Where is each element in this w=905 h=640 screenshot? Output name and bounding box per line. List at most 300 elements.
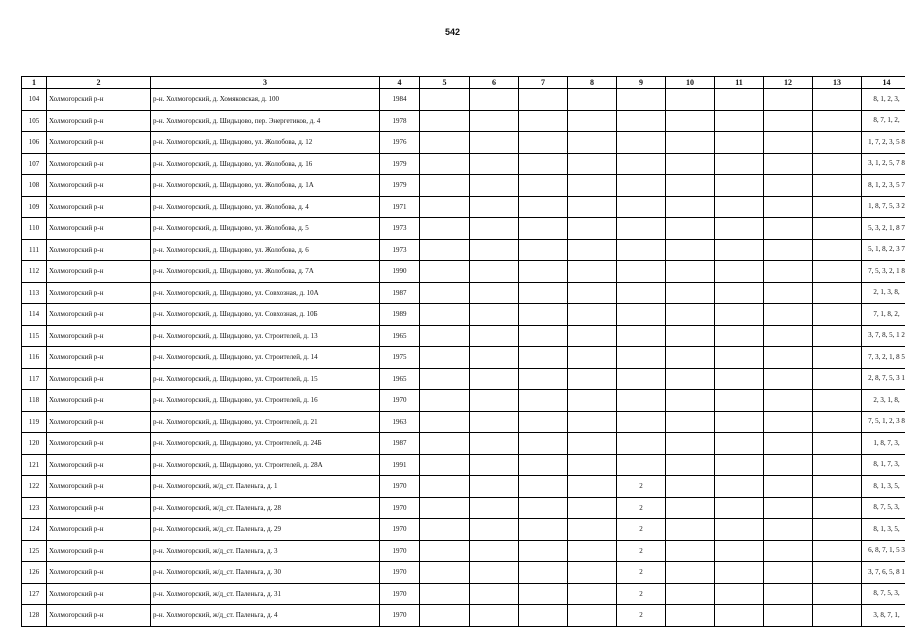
- column-10-cell: [666, 562, 715, 584]
- column-5-cell: [420, 282, 470, 304]
- column-10-cell: [666, 605, 715, 627]
- table-row: [22, 175, 905, 197]
- column-14-cell: 8, 7, 1, 2,: [862, 110, 905, 132]
- column-8-cell: [568, 239, 617, 261]
- column-11-cell: [715, 110, 764, 132]
- column-10-cell: [666, 411, 715, 433]
- column-8-cell: [568, 411, 617, 433]
- column-13-cell: [813, 239, 862, 261]
- column-13-cell: [813, 540, 862, 562]
- table-row: [22, 583, 905, 605]
- address-cell: р-н. Холмогорский, д. Шидьцово, ул. Жолобова, д. 1А: [151, 175, 380, 197]
- address-cell: р-н. Холмогорский, д. Шидьцово, ул. Строителей, д. 13: [151, 325, 380, 347]
- column-12-cell: [764, 519, 813, 541]
- column-6-cell: [470, 325, 519, 347]
- column-11-cell: [715, 239, 764, 261]
- column-13-cell: [813, 347, 862, 369]
- column-10-cell: [666, 540, 715, 562]
- year-cell: 1987: [380, 433, 420, 455]
- header-cell-4: 4: [380, 77, 420, 89]
- year-cell: 1979: [380, 175, 420, 197]
- column-7-cell: [519, 89, 568, 111]
- column-13-cell: [813, 411, 862, 433]
- column-14-cell: 2, 1, 3, 8,: [862, 282, 905, 304]
- column-5-cell: [420, 175, 470, 197]
- column-12-cell: [764, 261, 813, 283]
- table-row: [22, 519, 905, 541]
- column-6-cell: [470, 390, 519, 412]
- column-7-cell: [519, 454, 568, 476]
- table-row: [22, 368, 905, 390]
- column-12-cell: [764, 433, 813, 455]
- column-6-cell: [470, 110, 519, 132]
- address-cell: р-н. Холмогорский, д. Шидьцово, ул. Жолобова, д. 12: [151, 132, 380, 154]
- column-14-cell: 6, 8, 7, 1, 5 3: [862, 540, 905, 562]
- column-13-cell: [813, 605, 862, 627]
- address-cell: р-н. Холмогорский, д. Шидьцово, ул. Совхозная, д. 10Б: [151, 304, 380, 326]
- column-9-cell: [617, 411, 666, 433]
- column-14-cell: 5, 3, 2, 1, 8 7: [862, 218, 905, 240]
- column-14-cell: 2, 8, 7, 5, 3 1: [862, 368, 905, 390]
- column-11-cell: [715, 497, 764, 519]
- row-number-cell: 112: [22, 261, 47, 283]
- year-cell: 1970: [380, 583, 420, 605]
- column-14-cell: 1, 8, 7, 5, 3 2: [862, 196, 905, 218]
- column-8-cell: [568, 454, 617, 476]
- column-5-cell: [420, 605, 470, 627]
- row-number-cell: 114: [22, 304, 47, 326]
- column-8-cell: [568, 347, 617, 369]
- column-5-cell: [420, 562, 470, 584]
- year-cell: 1970: [380, 519, 420, 541]
- year-cell: 1971: [380, 196, 420, 218]
- table-row: [22, 476, 905, 498]
- column-13-cell: [813, 476, 862, 498]
- column-6-cell: [470, 153, 519, 175]
- column-10-cell: [666, 325, 715, 347]
- address-cell: р-н. Холмогорский, ж/д_ст. Паленьга, д. 3: [151, 540, 380, 562]
- column-5-cell: [420, 368, 470, 390]
- column-5-cell: [420, 519, 470, 541]
- column-12-cell: [764, 390, 813, 412]
- year-cell: 1975: [380, 347, 420, 369]
- column-10-cell: [666, 261, 715, 283]
- column-12-cell: [764, 304, 813, 326]
- column-8-cell: [568, 218, 617, 240]
- column-9-cell: [617, 239, 666, 261]
- column-13-cell: [813, 325, 862, 347]
- column-8-cell: [568, 562, 617, 584]
- table-row: [22, 282, 905, 304]
- column-9-cell: [617, 368, 666, 390]
- column-7-cell: [519, 519, 568, 541]
- column-14-cell: 5, 1, 8, 2, 3 7: [862, 239, 905, 261]
- address-cell: р-н. Холмогорский, д. Шидьцово, ул. Строителей, д. 14: [151, 347, 380, 369]
- column-10-cell: [666, 433, 715, 455]
- district-cell: Холмогорский р-н: [47, 304, 151, 326]
- column-11-cell: [715, 175, 764, 197]
- column-11-cell: [715, 476, 764, 498]
- column-7-cell: [519, 583, 568, 605]
- column-5-cell: [420, 261, 470, 283]
- column-6-cell: [470, 411, 519, 433]
- address-cell: р-н. Холмогорский, д. Шидьцово, ул. Совхозная, д. 10А: [151, 282, 380, 304]
- column-6-cell: [470, 89, 519, 111]
- column-8-cell: [568, 282, 617, 304]
- column-7-cell: [519, 153, 568, 175]
- district-cell: Холмогорский р-н: [47, 110, 151, 132]
- district-cell: Холмогорский р-н: [47, 261, 151, 283]
- column-7-cell: [519, 239, 568, 261]
- column-12-cell: [764, 175, 813, 197]
- column-6-cell: [470, 583, 519, 605]
- column-11-cell: [715, 583, 764, 605]
- column-12-cell: [764, 476, 813, 498]
- column-10-cell: [666, 218, 715, 240]
- column-6-cell: [470, 562, 519, 584]
- column-9-cell: [617, 132, 666, 154]
- column-5-cell: [420, 218, 470, 240]
- row-number-cell: 116: [22, 347, 47, 369]
- year-cell: 1991: [380, 454, 420, 476]
- header-cell-9: 9: [617, 77, 666, 89]
- column-13-cell: [813, 562, 862, 584]
- row-number-cell: 104: [22, 89, 47, 111]
- district-cell: Холмогорский р-н: [47, 476, 151, 498]
- column-11-cell: [715, 347, 764, 369]
- column-14-cell: 8, 1, 7, 3,: [862, 454, 905, 476]
- address-cell: р-н. Холмогорский, д. Шидьцово, ул. Жолобова, д. 4: [151, 196, 380, 218]
- row-number-cell: 127: [22, 583, 47, 605]
- column-10-cell: [666, 110, 715, 132]
- year-cell: 1970: [380, 605, 420, 627]
- column-9-cell: 2: [617, 497, 666, 519]
- column-10-cell: [666, 153, 715, 175]
- address-cell: р-н. Холмогорский, ж/д_ст. Паленьга, д. 4: [151, 605, 380, 627]
- column-14-cell: 7, 3, 2, 1, 8 5: [862, 347, 905, 369]
- table-row: [22, 239, 905, 261]
- year-cell: 1989: [380, 304, 420, 326]
- table-row: [22, 110, 905, 132]
- table-row: [22, 562, 905, 584]
- column-7-cell: [519, 433, 568, 455]
- table-row: [22, 347, 905, 369]
- column-14-cell: 8, 1, 3, 5,: [862, 519, 905, 541]
- header-cell-5: 5: [420, 77, 470, 89]
- year-cell: 1965: [380, 325, 420, 347]
- column-12-cell: [764, 605, 813, 627]
- column-9-cell: [617, 89, 666, 111]
- column-6-cell: [470, 347, 519, 369]
- row-number-cell: 105: [22, 110, 47, 132]
- district-cell: Холмогорский р-н: [47, 519, 151, 541]
- year-cell: 1963: [380, 411, 420, 433]
- column-5-cell: [420, 433, 470, 455]
- column-12-cell: [764, 110, 813, 132]
- column-9-cell: [617, 110, 666, 132]
- header-cell-6: 6: [470, 77, 519, 89]
- column-11-cell: [715, 562, 764, 584]
- address-cell: р-н. Холмогорский, д. Шидьцово, ул. Строителей, д. 21: [151, 411, 380, 433]
- column-12-cell: [764, 411, 813, 433]
- column-11-cell: [715, 196, 764, 218]
- column-7-cell: [519, 196, 568, 218]
- column-8-cell: [568, 175, 617, 197]
- table-row: [22, 433, 905, 455]
- column-6-cell: [470, 196, 519, 218]
- row-number-cell: 119: [22, 411, 47, 433]
- address-cell: р-н. Холмогорский, д. Шидьцово, ул. Строителей, д. 28А: [151, 454, 380, 476]
- column-12-cell: [764, 368, 813, 390]
- district-cell: Холмогорский р-н: [47, 390, 151, 412]
- column-11-cell: [715, 325, 764, 347]
- column-13-cell: [813, 132, 862, 154]
- column-12-cell: [764, 583, 813, 605]
- column-14-cell: 3, 8, 7, 1,: [862, 605, 905, 627]
- column-11-cell: [715, 282, 764, 304]
- column-10-cell: [666, 519, 715, 541]
- column-6-cell: [470, 304, 519, 326]
- district-cell: Холмогорский р-н: [47, 196, 151, 218]
- row-number-cell: 107: [22, 153, 47, 175]
- column-10-cell: [666, 282, 715, 304]
- district-cell: Холмогорский р-н: [47, 454, 151, 476]
- header-cell-12: 12: [764, 77, 813, 89]
- year-cell: 1987: [380, 282, 420, 304]
- column-13-cell: [813, 282, 862, 304]
- column-10-cell: [666, 175, 715, 197]
- column-12-cell: [764, 132, 813, 154]
- column-8-cell: [568, 476, 617, 498]
- column-13-cell: [813, 153, 862, 175]
- column-13-cell: [813, 110, 862, 132]
- column-6-cell: [470, 605, 519, 627]
- column-13-cell: [813, 519, 862, 541]
- column-13-cell: [813, 196, 862, 218]
- column-13-cell: [813, 497, 862, 519]
- column-9-cell: [617, 390, 666, 412]
- column-8-cell: [568, 605, 617, 627]
- header-cell-10: 10: [666, 77, 715, 89]
- register-table-container: [21, 76, 905, 640]
- district-cell: Холмогорский р-н: [47, 433, 151, 455]
- column-8-cell: [568, 304, 617, 326]
- column-5-cell: [420, 153, 470, 175]
- column-7-cell: [519, 605, 568, 627]
- row-number-cell: 120: [22, 433, 47, 455]
- table-row: [22, 454, 905, 476]
- table-row: [22, 325, 905, 347]
- column-5-cell: [420, 411, 470, 433]
- table-row: [22, 605, 905, 627]
- column-6-cell: [470, 239, 519, 261]
- column-11-cell: [715, 390, 764, 412]
- district-cell: Холмогорский р-н: [47, 562, 151, 584]
- column-6-cell: [470, 368, 519, 390]
- column-5-cell: [420, 497, 470, 519]
- header-cell-2: 2: [47, 77, 151, 89]
- column-12-cell: [764, 562, 813, 584]
- address-cell: р-н. Холмогорский, д. Шидьцово, ул. Жолобова, д. 16: [151, 153, 380, 175]
- year-cell: 1965: [380, 368, 420, 390]
- column-7-cell: [519, 132, 568, 154]
- column-9-cell: [617, 196, 666, 218]
- column-13-cell: [813, 368, 862, 390]
- column-11-cell: [715, 89, 764, 111]
- column-9-cell: [617, 175, 666, 197]
- address-cell: р-н. Холмогорский, ж/д_ст. Паленьга, д. 28: [151, 497, 380, 519]
- district-cell: Холмогорский р-н: [47, 347, 151, 369]
- table-row: [22, 304, 905, 326]
- column-14-cell: 8, 7, 5, 3,: [862, 497, 905, 519]
- column-9-cell: 2: [617, 583, 666, 605]
- year-cell: 1979: [380, 153, 420, 175]
- column-12-cell: [764, 540, 813, 562]
- table-row: [22, 411, 905, 433]
- column-10-cell: [666, 132, 715, 154]
- page-number: 542: [444, 27, 461, 37]
- column-11-cell: [715, 605, 764, 627]
- column-10-cell: [666, 476, 715, 498]
- row-number-cell: 122: [22, 476, 47, 498]
- column-9-cell: [617, 325, 666, 347]
- year-cell: 1973: [380, 218, 420, 240]
- column-7-cell: [519, 497, 568, 519]
- column-13-cell: [813, 304, 862, 326]
- column-11-cell: [715, 540, 764, 562]
- column-7-cell: [519, 540, 568, 562]
- column-11-cell: [715, 261, 764, 283]
- header-cell-11: 11: [715, 77, 764, 89]
- column-7-cell: [519, 304, 568, 326]
- column-10-cell: [666, 368, 715, 390]
- column-6-cell: [470, 132, 519, 154]
- column-12-cell: [764, 347, 813, 369]
- column-8-cell: [568, 325, 617, 347]
- column-7-cell: [519, 347, 568, 369]
- column-6-cell: [470, 476, 519, 498]
- header-cell-7: 7: [519, 77, 568, 89]
- district-cell: Холмогорский р-н: [47, 153, 151, 175]
- row-number-cell: 121: [22, 454, 47, 476]
- column-10-cell: [666, 239, 715, 261]
- column-8-cell: [568, 196, 617, 218]
- column-5-cell: [420, 304, 470, 326]
- year-cell: 1976: [380, 132, 420, 154]
- column-14-cell: 2, 3, 1, 8,: [862, 390, 905, 412]
- row-number-cell: 106: [22, 132, 47, 154]
- column-6-cell: [470, 261, 519, 283]
- table-row: [22, 196, 905, 218]
- district-cell: Холмогорский р-н: [47, 583, 151, 605]
- year-cell: 1970: [380, 390, 420, 412]
- column-5-cell: [420, 239, 470, 261]
- header-cell-3: 3: [151, 77, 380, 89]
- column-7-cell: [519, 562, 568, 584]
- column-5-cell: [420, 89, 470, 111]
- column-14-cell: 7, 1, 8, 2,: [862, 304, 905, 326]
- column-9-cell: [617, 282, 666, 304]
- column-11-cell: [715, 132, 764, 154]
- column-14-cell: 8, 1, 2, 3,: [862, 89, 905, 111]
- column-14-cell: 1, 7, 2, 3, 5 8: [862, 132, 905, 154]
- column-7-cell: [519, 411, 568, 433]
- column-10-cell: [666, 89, 715, 111]
- address-cell: р-н. Холмогорский, д. Шидьцово, ул. Жолобова, д. 6: [151, 239, 380, 261]
- column-8-cell: [568, 153, 617, 175]
- district-cell: Холмогорский р-н: [47, 540, 151, 562]
- row-number-cell: 125: [22, 540, 47, 562]
- column-14-cell: 8, 1, 3, 5,: [862, 476, 905, 498]
- year-cell: 1970: [380, 562, 420, 584]
- column-12-cell: [764, 282, 813, 304]
- column-6-cell: [470, 433, 519, 455]
- row-number-cell: 111: [22, 239, 47, 261]
- district-cell: Холмогорский р-н: [47, 89, 151, 111]
- column-6-cell: [470, 282, 519, 304]
- column-9-cell: [617, 261, 666, 283]
- column-9-cell: [617, 454, 666, 476]
- column-9-cell: [617, 218, 666, 240]
- header-cell-1: 1: [22, 77, 47, 89]
- column-5-cell: [420, 132, 470, 154]
- table-row: [22, 390, 905, 412]
- column-6-cell: [470, 218, 519, 240]
- address-cell: р-н. Холмогорский, ж/д_ст. Паленьга, д. 31: [151, 583, 380, 605]
- column-11-cell: [715, 218, 764, 240]
- row-number-cell: 113: [22, 282, 47, 304]
- column-12-cell: [764, 325, 813, 347]
- address-cell: р-н. Холмогорский, д. Шидьцово, пер. Энергетиков, д. 4: [151, 110, 380, 132]
- row-number-cell: 123: [22, 497, 47, 519]
- address-cell: р-н. Холмогорский, д. Шидьцово, ул. Жолобова, д. 5: [151, 218, 380, 240]
- column-13-cell: [813, 218, 862, 240]
- year-cell: 1990: [380, 261, 420, 283]
- column-7-cell: [519, 110, 568, 132]
- column-7-cell: [519, 325, 568, 347]
- header-cell-13: 13: [813, 77, 862, 89]
- table-row: [22, 153, 905, 175]
- year-cell: 1978: [380, 110, 420, 132]
- column-12-cell: [764, 218, 813, 240]
- column-10-cell: [666, 583, 715, 605]
- column-12-cell: [764, 454, 813, 476]
- column-11-cell: [715, 411, 764, 433]
- column-8-cell: [568, 540, 617, 562]
- address-cell: р-н. Холмогорский, д. Шидьцово, ул. Строителей, д. 16: [151, 390, 380, 412]
- column-8-cell: [568, 261, 617, 283]
- column-14-cell: 3, 7, 6, 5, 8 1: [862, 562, 905, 584]
- row-number-cell: 108: [22, 175, 47, 197]
- row-number-cell: 117: [22, 368, 47, 390]
- row-number-cell: 126: [22, 562, 47, 584]
- row-number-cell: 118: [22, 390, 47, 412]
- column-8-cell: [568, 132, 617, 154]
- header-cell-8: 8: [568, 77, 617, 89]
- district-cell: Холмогорский р-н: [47, 325, 151, 347]
- address-cell: р-н. Холмогорский, д. Шидьцово, ул. Жолобова, д. 7А: [151, 261, 380, 283]
- column-9-cell: 2: [617, 540, 666, 562]
- column-5-cell: [420, 476, 470, 498]
- district-cell: Холмогорский р-н: [47, 175, 151, 197]
- year-cell: 1970: [380, 497, 420, 519]
- address-cell: р-н. Холмогорский, ж/д_ст. Паленьга, д. 30: [151, 562, 380, 584]
- column-8-cell: [568, 368, 617, 390]
- table-row: [22, 218, 905, 240]
- column-11-cell: [715, 153, 764, 175]
- column-14-cell: 8, 7, 5, 3,: [862, 583, 905, 605]
- column-6-cell: [470, 454, 519, 476]
